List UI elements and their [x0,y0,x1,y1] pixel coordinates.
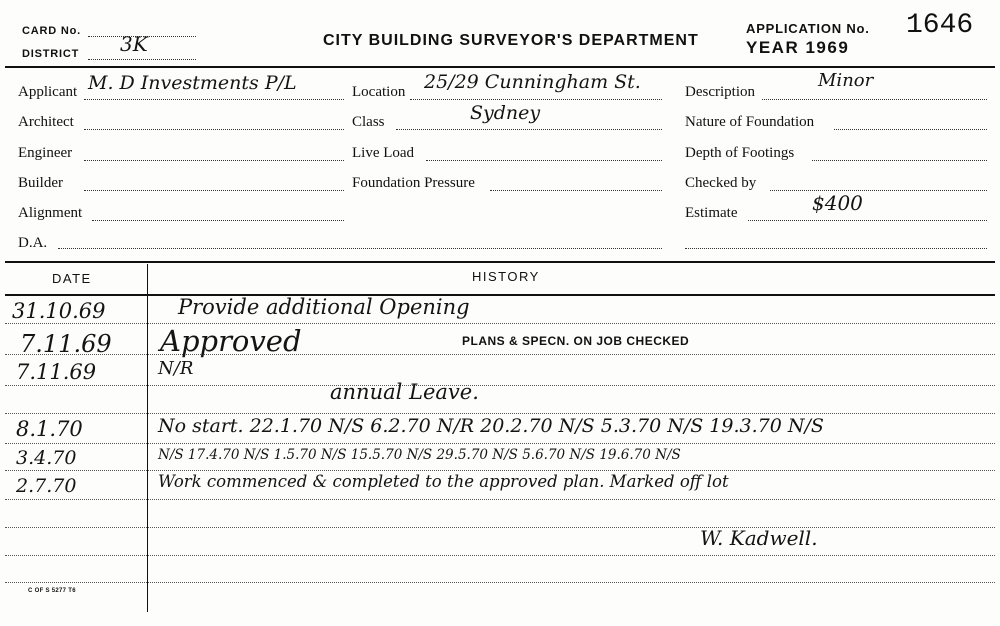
live-load-label: Live Load [352,145,415,161]
engineer-line [84,160,344,161]
class-label: Class [352,114,385,130]
header-rule [5,66,995,68]
foundation-pressure-line [490,190,662,191]
row-separator [5,354,995,355]
row-separator [5,443,995,444]
department-title: CITY BUILDING SURVEYOR'S DEPARTMENT [323,32,699,49]
signature: W. Kadwell. [700,526,818,550]
row-separator [5,527,995,528]
history-entry: No start. 22.1.70 N/S 6.2.70 N/R 20.2.70 N/S 5.3.70 N/S 19.3.70 N/S [158,415,824,437]
nature-of-foundation-label: Nature of Foundation [685,114,815,130]
district-line [88,59,196,60]
history-entry: N/R [158,358,194,379]
table-header-rule [5,294,995,296]
architect-label: Architect [18,114,74,130]
application-number: 1646 [906,10,974,41]
alignment-label: Alignment [18,205,83,221]
history-date: 3.4.70 [16,447,77,469]
class-line [396,129,662,130]
year-label: YEAR 1969 [746,38,850,57]
location-line [410,99,662,100]
builder-line [84,190,344,191]
history-column-header: HISTORY [472,269,540,284]
history-date: 2.7.70 [16,475,77,497]
depth-of-footings-label: Depth of Footings [685,145,795,161]
history-entry: N/S 17.4.70 N/S 1.5.70 N/S 15.5.70 N/S 29.5.70 N/S 5.6.70 N/S 19.6.70 N/S [158,447,681,463]
history-entry: Provide additional Opening [178,295,470,319]
checked-by-line [770,190,987,191]
history-date: 7.11.69 [16,360,97,384]
builder-label: Builder [18,175,63,191]
row-separator [5,582,995,583]
location-value: 25/29 Cunningham St. [424,71,641,93]
right-blank-line [685,248,987,249]
applicant-line [84,99,344,100]
live-load-line [426,160,662,161]
applicant-value: M. D Investments P/L [88,72,297,94]
row-separator [5,555,995,556]
application-no-label: APPLICATION No. [746,21,870,36]
history-entry: Approved [160,324,302,358]
estimate-label: Estimate [685,205,738,221]
description-line [762,99,987,100]
history-date: 31.10.69 [12,299,106,323]
architect-line [84,129,344,130]
district-value: 3K [120,32,148,56]
da-line [58,248,662,249]
nature-of-foundation-line [834,129,987,130]
row-separator [5,413,995,414]
history-entry: annual Leave. [330,380,479,404]
foundation-pressure-label: Foundation Pressure [352,175,475,191]
da-label: D.A. [18,235,48,251]
location-label: Location [352,84,406,100]
district-label: DISTRICT [22,48,80,60]
card-no-label: CARD No. [22,25,81,37]
applicant-label: Applicant [18,84,78,100]
table-top-rule [5,261,995,263]
date-column-divider [147,264,148,612]
date-column-header: DATE [52,271,92,286]
estimate-line [748,220,987,221]
alignment-line [92,220,344,221]
description-value: Minor [818,70,874,91]
depth-of-footings-line [812,160,987,161]
plans-checked-stamp: PLANS & SPECN. ON JOB CHECKED [462,334,690,348]
row-separator [5,470,995,471]
form-code: C OF S 5277 T6 [28,588,76,594]
history-date: 7.11.69 [20,330,112,358]
description-label: Description [685,84,755,100]
history-date: 8.1.70 [16,417,83,441]
checked-by-label: Checked by [685,175,757,191]
history-entry: Work commenced & completed to the approved plan. Marked off lot [158,472,729,491]
row-separator [5,323,995,324]
engineer-label: Engineer [18,145,73,161]
row-separator [5,385,995,386]
location-value-line2: Sydney [470,102,541,124]
estimate-value: $400 [812,191,863,215]
row-separator [5,499,995,500]
